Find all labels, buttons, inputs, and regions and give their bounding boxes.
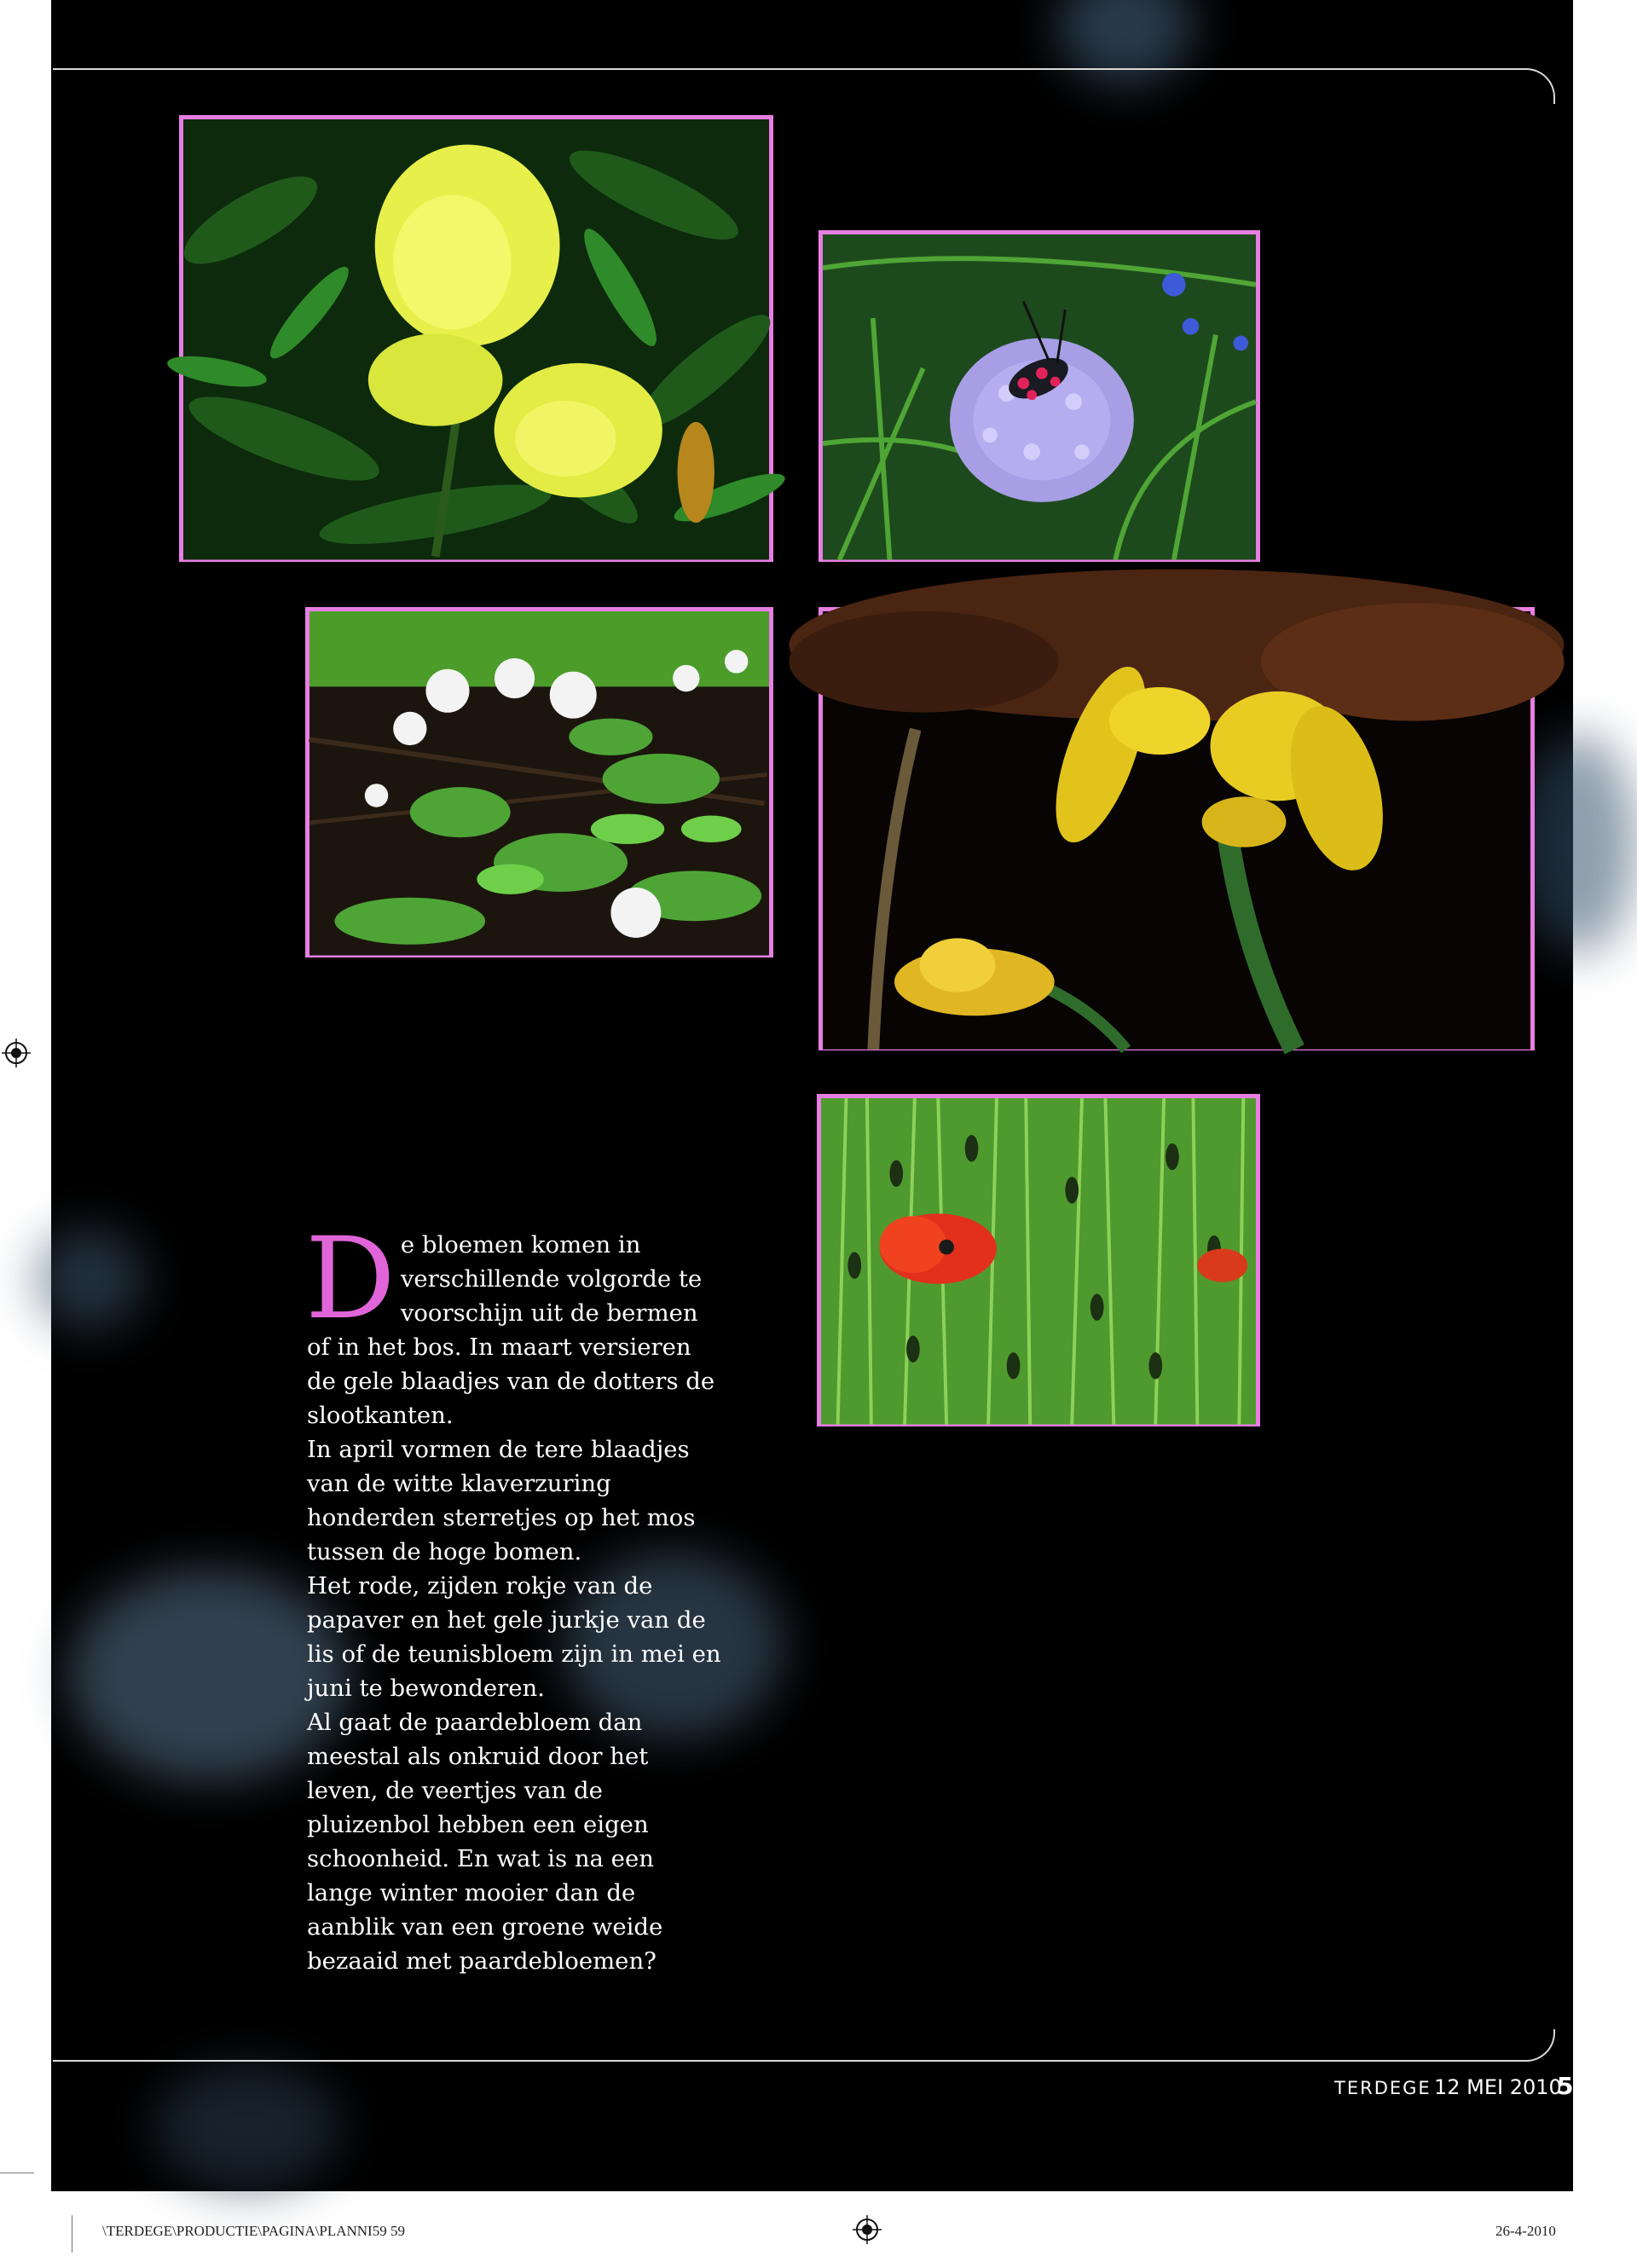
dropcap: D: [305, 1213, 396, 1345]
article-paragraph: Al gaat de paardebloem dan meestal als onkruid door het leven, de veertjes van de pluizenbol hebben een eigen schoonheid. En wat is na een lange winter mooier dan de aanblik van een groene weide bezaaid met paardebloemen?: [307, 1709, 663, 1975]
photo-scabious-burnet-moth: [818, 230, 1260, 562]
registration-mark-icon: [853, 2215, 882, 2244]
print-slug-path: \TERDEGE\PRODUCTIE\PAGINA\PLANNI59 59: [102, 2223, 405, 2239]
footer-magazine-name: TERDEGE: [1334, 2078, 1432, 2098]
evening-primrose-image: [183, 119, 769, 559]
article-paragraph: e bloemen komen in verschillende volgorde te voorschijn uit de bermen of in het bos. In maart versieren de gele blaadjes van de dotters de slootkanten.: [307, 1231, 715, 1429]
bokeh-light: [34, 1228, 145, 1330]
article-text: [305, 1213, 725, 1978]
photo-poppy-meadow: [817, 1094, 1260, 1426]
article-paragraph: Het rode, zijden rokje van de papaver en het gele jurkje van de lis of de teunisbloem zijn in mei en juni te bewonderen.: [307, 1572, 721, 1702]
photo-evening-primrose: [179, 115, 773, 562]
top-frame-line: [53, 68, 1555, 104]
bokeh-light: [153, 2063, 341, 2191]
footer-date: 12 MEI 2010: [1434, 2075, 1562, 2099]
article-paragraph: In april vormen de tere blaadjes van de witte klaverzuring honderden sterretjes op het mos tussen de hoge bomen.: [307, 1436, 696, 1565]
bottom-frame-line: [53, 2029, 1555, 2062]
photo-wood-sorrel: [305, 607, 773, 958]
bokeh-light: [1518, 733, 1637, 955]
registration-mark-icon: [2, 1039, 31, 1067]
scabious-moth-image: [823, 234, 1256, 559]
footer-page-number: 59: [1557, 2072, 1590, 2100]
wood-sorrel-image: [309, 611, 769, 956]
poppy-meadow-image: [821, 1098, 1256, 1425]
print-slug-date: 26-4-2010: [1495, 2223, 1556, 2239]
photo-yellow-iris: [818, 607, 1535, 1050]
yellow-iris-image: [823, 611, 1530, 1050]
